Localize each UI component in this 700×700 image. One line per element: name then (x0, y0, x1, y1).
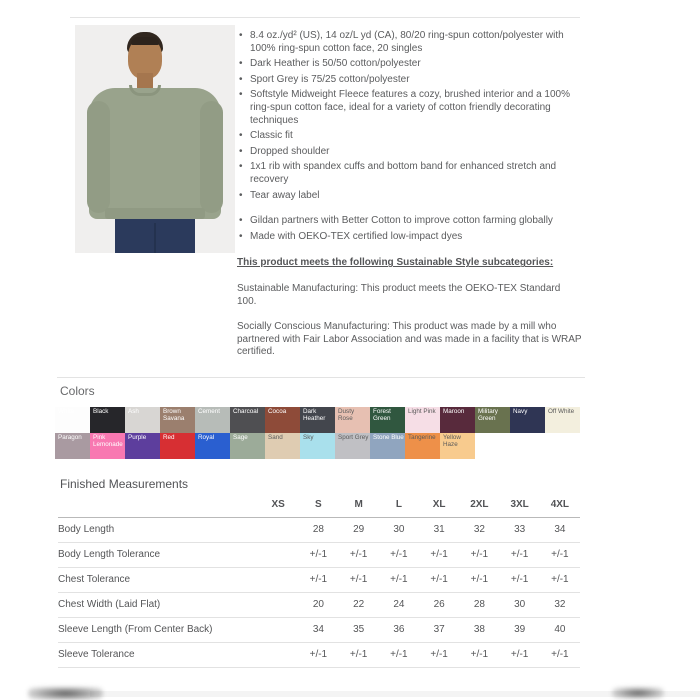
product-bullet: • Softstyle Midweight Fleece features a cozy, brushed interior and a 100% ring-spun cotton face, ideal for a variety of cotton friendly decorating techniques (237, 89, 582, 127)
color-swatch[interactable] (160, 433, 195, 459)
color-swatch-row-2 (55, 433, 595, 459)
measurement-value: +/-1 (540, 542, 580, 567)
model-right-sleeve (200, 101, 223, 213)
measurement-value: 28 (459, 592, 499, 617)
color-swatch-label: Pink Lemonade (93, 434, 123, 448)
color-swatch-label: Charcoal (233, 408, 259, 415)
measurements-header-spacer (58, 492, 258, 517)
color-swatch-label: Red (163, 434, 175, 441)
color-swatch[interactable] (55, 433, 90, 459)
measurement-value: +/-1 (540, 642, 580, 667)
size-column-header: XL (419, 492, 459, 517)
measurement-value: +/-1 (339, 642, 379, 667)
measurement-row-label: Chest Width (Laid Flat) (58, 592, 258, 617)
color-swatch[interactable] (335, 433, 370, 459)
size-column-header: S (298, 492, 338, 517)
color-swatch-label: Tangerine (408, 434, 436, 441)
color-swatch[interactable] (545, 407, 580, 433)
color-swatch[interactable] (160, 407, 195, 433)
measurements-header-row (58, 492, 580, 517)
measurement-value: 22 (339, 592, 379, 617)
color-swatch-label: Brown Savana (163, 408, 185, 422)
measurement-value: 37 (419, 617, 459, 642)
bottom-shadow-strip (90, 691, 700, 697)
measurement-value (258, 617, 298, 642)
product-bullet: • 1x1 rib with spandex cuffs and bottom band for enhanced stretch and recovery (237, 161, 582, 186)
measurement-value (258, 517, 298, 542)
color-swatch[interactable] (440, 407, 475, 433)
color-swatch[interactable] (440, 433, 475, 459)
measurement-value: +/-1 (419, 567, 459, 592)
color-swatch-label: Royal (198, 434, 215, 441)
measurement-value: 35 (339, 617, 379, 642)
color-swatch[interactable] (230, 433, 265, 459)
socially-conscious-text: Socially Conscious Manufacturing: This product was made by a mill who partnered with Fair Labor Association and was made in a facility that is WRAP certified. (237, 321, 582, 358)
product-bullet: • Classic fit (237, 130, 582, 143)
bottom-left-shadow (28, 687, 103, 700)
bottom-right-shadow (612, 687, 664, 699)
size-column-header: L (379, 492, 419, 517)
measurement-value: 32 (459, 517, 499, 542)
color-swatch[interactable] (300, 433, 335, 459)
size-column-header: XS (258, 492, 298, 517)
measurement-value: +/-1 (500, 567, 540, 592)
product-bullet: • 8.4 oz./yd² (US), 14 oz/L yd (CA), 80/20 ring-spun cotton/polyester with 100% ring-spun cotton face, 20 singles (237, 30, 582, 55)
model-left-sleeve (87, 101, 110, 213)
color-swatch[interactable] (405, 407, 440, 433)
product-bullet: • Tear away label (237, 190, 582, 203)
measurement-value: 36 (379, 617, 419, 642)
model-hairline (131, 37, 159, 45)
measurement-value: 26 (419, 592, 459, 617)
product-bullet: • Dark Heather is 50/50 cotton/polyester (237, 58, 582, 71)
color-swatch-label: Sand (268, 434, 283, 441)
color-swatch[interactable] (475, 407, 510, 433)
measurement-value: 33 (500, 517, 540, 542)
measurement-row (58, 592, 580, 617)
color-swatch-label: Stone Blue (373, 434, 404, 441)
measurement-value: 40 (540, 617, 580, 642)
color-swatch-label: Dusty Rose (338, 408, 355, 422)
measurement-row (58, 542, 580, 567)
size-column-header: 4XL (540, 492, 580, 517)
measurement-value: 30 (500, 592, 540, 617)
measurement-value: +/-1 (298, 642, 338, 667)
measurement-value (258, 592, 298, 617)
measurement-value (258, 567, 298, 592)
color-swatch-label: Maroon (443, 408, 465, 415)
color-swatch[interactable] (125, 433, 160, 459)
sustainable-style-heading: This product meets the following Sustainable Style subcategories: (237, 257, 554, 269)
color-swatch-label: Navy (513, 408, 528, 415)
measurement-value: 20 (298, 592, 338, 617)
measurement-value: 34 (540, 517, 580, 542)
color-swatch[interactable] (195, 433, 230, 459)
measurement-value: 24 (379, 592, 419, 617)
measurement-value (258, 642, 298, 667)
measurement-value: 30 (379, 517, 419, 542)
color-swatch-label: Cement (198, 408, 221, 415)
color-swatch[interactable] (55, 407, 90, 433)
measurement-value: +/-1 (298, 542, 338, 567)
model-jeans-seam (154, 223, 156, 253)
color-swatch-row-1 (55, 407, 595, 433)
measurement-value: +/-1 (379, 542, 419, 567)
measurement-value (258, 542, 298, 567)
color-swatch-label: Cocoa (268, 408, 287, 415)
color-swatch[interactable] (230, 407, 265, 433)
measurement-row-label: Body Length Tolerance (58, 542, 258, 567)
color-swatch[interactable] (265, 407, 300, 433)
color-swatch-label: Sport Grey (338, 434, 369, 441)
color-swatch[interactable] (90, 433, 125, 459)
measurement-row (58, 642, 580, 667)
size-column-header: 2XL (459, 492, 499, 517)
colors-section-title: Colors (60, 384, 95, 398)
model-bottom-band (105, 208, 205, 219)
color-swatch-label: Forest Green (373, 408, 391, 422)
product-details (237, 30, 582, 359)
product-bullet: • Sport Grey is 75/25 cotton/polyester (237, 74, 582, 87)
measurements-table-body (58, 517, 580, 667)
colors-divider (57, 377, 585, 378)
measurement-value: 32 (540, 592, 580, 617)
measurement-value: +/-1 (419, 642, 459, 667)
measurement-value: +/-1 (540, 567, 580, 592)
measurement-value: +/-1 (298, 567, 338, 592)
measurement-value: 31 (419, 517, 459, 542)
measurement-value: 38 (459, 617, 499, 642)
color-swatch-label: Off White (548, 408, 575, 415)
color-swatch-label: Light Pink (408, 408, 436, 415)
sustainable-manufacturing-text: Sustainable Manufacturing: This product meets the OEKO-TEX Standard 100. (237, 282, 561, 307)
measurements-title: Finished Measurements (60, 477, 189, 491)
measurement-value: 34 (298, 617, 338, 642)
product-photo (75, 25, 235, 253)
measurement-value: +/-1 (500, 542, 540, 567)
color-swatch[interactable] (510, 407, 545, 433)
color-swatch-label: Purple (128, 434, 147, 441)
measurement-value: 29 (339, 517, 379, 542)
color-swatch[interactable] (335, 407, 370, 433)
color-swatch-label: Military Green (478, 408, 498, 422)
measurement-value: 28 (298, 517, 338, 542)
color-swatch-grid (55, 407, 595, 459)
measurement-value: +/-1 (379, 567, 419, 592)
color-swatch-label: Ash (128, 408, 139, 415)
measurement-row (58, 517, 580, 542)
color-swatch-label: Dark Heather (303, 408, 326, 422)
color-swatch[interactable] (195, 407, 230, 433)
measurement-value: +/-1 (459, 567, 499, 592)
measurement-value: 39 (500, 617, 540, 642)
product-bullets-list (237, 30, 582, 202)
size-column-header: 3XL (500, 492, 540, 517)
measurement-row (58, 567, 580, 592)
color-swatch-label: Paragon (58, 434, 82, 441)
color-swatch[interactable] (300, 407, 335, 433)
color-swatch-label: Black (93, 408, 109, 415)
measurement-row-label: Chest Tolerance (58, 567, 258, 592)
measurement-row-label: Body Length (58, 517, 258, 542)
top-divider (70, 17, 580, 18)
measurement-value: +/-1 (419, 542, 459, 567)
measurement-row-label: Sleeve Length (From Center Back) (58, 617, 258, 642)
color-swatch[interactable] (405, 433, 440, 459)
measurement-value: +/-1 (459, 542, 499, 567)
measurement-value: +/-1 (459, 642, 499, 667)
measurement-value: +/-1 (500, 642, 540, 667)
color-swatch[interactable] (370, 433, 405, 459)
measurement-row-label: Sleeve Tolerance (58, 642, 258, 667)
measurement-value: +/-1 (339, 542, 379, 567)
measurement-value: +/-1 (339, 567, 379, 592)
measurements-table (58, 492, 580, 668)
color-swatch[interactable] (370, 407, 405, 433)
sustainability-bullet: • Made with OEKO-TEX certified low-impact dyes (237, 231, 582, 244)
sustainability-bullets-list (237, 215, 582, 243)
color-swatch-label: Sky (303, 434, 314, 441)
color-swatch[interactable] (90, 407, 125, 433)
color-swatch-label: Sage (233, 434, 248, 441)
measurement-value: +/-1 (379, 642, 419, 667)
size-column-header: M (339, 492, 379, 517)
sustainability-bullet: • Gildan partners with Better Cotton to improve cotton farming globally (237, 215, 582, 228)
color-swatch[interactable] (125, 407, 160, 433)
color-swatch[interactable] (265, 433, 300, 459)
product-bullet: • Dropped shoulder (237, 146, 582, 159)
color-swatch-label: White (58, 408, 75, 415)
color-swatch-label: Yellow Haze (443, 434, 461, 448)
measurement-row (58, 617, 580, 642)
